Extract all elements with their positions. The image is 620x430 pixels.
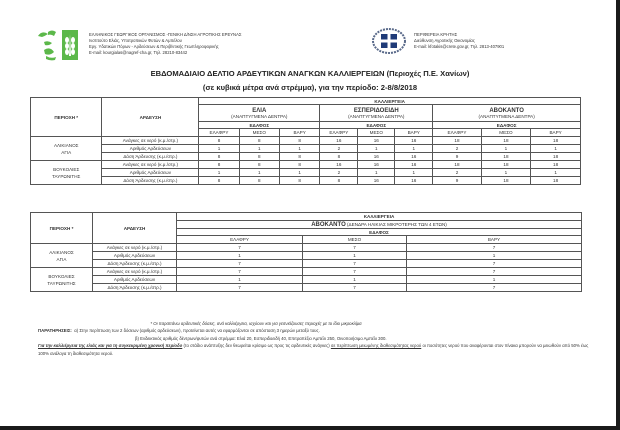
left-org-line-4: E-mail: kourgialas@nagref-cha.gr, Τηλ. 28210-83442 bbox=[89, 50, 188, 56]
value-cell: 7 bbox=[177, 268, 303, 276]
table-row bbox=[31, 260, 582, 268]
table-row bbox=[31, 244, 582, 252]
soil-light: ΕΛΑΦΡΥ bbox=[433, 129, 481, 137]
left-organization-text bbox=[89, 32, 241, 57]
soil-medium: ΜΕΣΟ bbox=[358, 129, 395, 137]
header-left bbox=[36, 26, 241, 62]
value-cell: 1 bbox=[303, 276, 407, 284]
value-cell: 7 bbox=[407, 268, 582, 276]
value-cell: 8 bbox=[279, 153, 319, 161]
value-cell: 9 bbox=[433, 153, 481, 161]
value-cell: 7 bbox=[303, 260, 407, 268]
value-cell: 1 bbox=[395, 145, 433, 153]
irrigation-metric-label: Δόση Άρδευσης (κ.μ./στρ.) bbox=[93, 260, 177, 268]
soil-light: ΕΛΑΦΡΥ bbox=[199, 129, 239, 137]
left-org-line-1: ΕΛΛΗΝΙΚΟΣ ΓΕΩΡΓΙΚΟΣ ΟΡΓΑΝΙΣΜΟΣ -ΓΕΝΙΚΗ Δ/ΝΣΗ ΑΓΡΟΤΙΚΗΣ ΕΡΕΥΝΑΣ bbox=[89, 31, 242, 37]
value-cell: 16 bbox=[395, 137, 433, 145]
region-name bbox=[31, 268, 93, 292]
value-cell: 18 bbox=[481, 153, 531, 161]
crop-name: ΑΒΟΚΑΝΤΟ bbox=[489, 107, 524, 114]
value-cell: 1 bbox=[358, 169, 395, 177]
crop-name: ΕΣΠΕΡΙΔΟΕΙΔΗ bbox=[353, 107, 399, 114]
soil-header: ΕΔΑΦΟΣ bbox=[320, 122, 433, 129]
table-row bbox=[31, 276, 582, 284]
table-row bbox=[31, 284, 582, 292]
value-cell: 1 bbox=[239, 169, 279, 177]
value-cell: 1 bbox=[531, 169, 581, 177]
value-cell: 16 bbox=[320, 137, 358, 145]
value-cell: 1 bbox=[407, 276, 582, 284]
table-row bbox=[31, 169, 581, 177]
value-cell: 1 bbox=[177, 276, 303, 284]
irrigation-metric-label: Αριθμός Αρδεύσεων bbox=[93, 252, 177, 260]
page-frame-right bbox=[616, 0, 620, 430]
greek-emblem-icon bbox=[372, 28, 406, 54]
value-cell: 1 bbox=[177, 252, 303, 260]
soil-header: ΕΔΑΦΟΣ bbox=[433, 122, 581, 129]
crop-name: ΑΒΟΚΑΝΤΟ bbox=[311, 221, 346, 228]
olive-note-bold: Για την καλλιέργεια της ελιάς και για τη συγκεκριμένη χρονική περίοδο bbox=[38, 343, 183, 349]
value-cell: 1 bbox=[395, 169, 433, 177]
document-subtitle: (σε κυβικά μέτρα ανά στρέμμα), για την περίοδο: 2-8/8/2018 bbox=[202, 83, 418, 92]
soil-medium: ΜΕΣΟ bbox=[481, 129, 531, 137]
value-cell: 18 bbox=[531, 161, 581, 169]
crop-subtitle: (ΑΝΑΠΤΥΓΜΕΝΑ ΔΕΝΤΡΑ) bbox=[478, 113, 535, 119]
table-row bbox=[31, 268, 582, 276]
value-cell: 18 bbox=[481, 177, 531, 185]
footnote: * Οι παραπάνω αρδευτικές δόσεις, ανά καλλιέργεια, ισχύουν και για γειτνιάζουσες περιοχές με το ίδιο μικροκλίμα bbox=[150, 321, 362, 326]
left-org-line-2: Ινστιτούτο Ελιάς, Υποτροπικών Φυτών & Αμπέλου bbox=[89, 37, 182, 43]
region-header: ΠΕΡΙΟΧΗ * bbox=[31, 213, 93, 244]
value-cell: 8 bbox=[320, 177, 358, 185]
value-cell: 7 bbox=[177, 244, 303, 252]
soil-header: ΕΔΑΦΟΣ bbox=[177, 229, 582, 236]
page-frame-bottom bbox=[0, 426, 620, 430]
value-cell: 8 bbox=[279, 177, 319, 185]
value-cell: 7 bbox=[303, 244, 407, 252]
header-right bbox=[372, 28, 504, 54]
value-cell: 2 bbox=[320, 145, 358, 153]
value-cell: 7 bbox=[303, 284, 407, 292]
value-cell: 18 bbox=[433, 137, 481, 145]
region-name-line-1: ΒΟΥΚΟΛΙΕΣ bbox=[53, 166, 80, 172]
value-cell: 18 bbox=[531, 137, 581, 145]
value-cell: 1 bbox=[407, 252, 582, 260]
soil-medium: ΜΕΣΟ bbox=[303, 236, 407, 244]
irrigation-metric-label: Αριθμός Αρδεύσεων bbox=[93, 276, 177, 284]
value-cell: 2 bbox=[433, 169, 481, 177]
table-row bbox=[31, 177, 581, 185]
irrigation-metric-label: Αριθμός Αρδεύσεων bbox=[102, 169, 199, 177]
value-cell: 16 bbox=[395, 177, 433, 185]
notes-section bbox=[38, 320, 598, 357]
crop-name: ΕΛΙΑ bbox=[252, 107, 267, 114]
table-row bbox=[31, 137, 581, 145]
region-name-line-1: ΑΛΙΚΙΑΝΟΣ bbox=[49, 249, 74, 255]
irrigation-metric-label: Ανάγκες σε νερό (κ.μ./στρ.) bbox=[93, 268, 177, 276]
right-org-line-1: ΠΕΡΙΦΕΡΕΙΑ ΚΡΗΤΗΣ bbox=[414, 31, 458, 37]
table-row bbox=[31, 161, 581, 169]
value-cell: 1 bbox=[358, 145, 395, 153]
table-row bbox=[31, 252, 582, 260]
soil-heavy: ΒΑΡΥ bbox=[531, 129, 581, 137]
value-cell: 18 bbox=[481, 161, 531, 169]
value-cell: 1 bbox=[279, 169, 319, 177]
table-row bbox=[31, 153, 581, 161]
crop-young-avocado-header bbox=[177, 221, 582, 229]
irrigation-metric-label: Ανάγκες σε νερό (κ.μ./στρ.) bbox=[102, 161, 199, 169]
crop-avocado-header bbox=[433, 105, 581, 122]
remark-a-line bbox=[38, 327, 598, 334]
region-name bbox=[31, 137, 102, 161]
region-name-line-2: ΑΓΙΑ bbox=[56, 256, 67, 262]
value-cell: 1 bbox=[481, 145, 531, 153]
crop-header: ΚΑΛΛΙΕΡΓΕΙΑ bbox=[177, 213, 582, 221]
irrigation-metric-label: Δόση Άρδευσης (κ.μ./στρ.) bbox=[102, 177, 199, 185]
value-cell: 1 bbox=[279, 145, 319, 153]
remark-b: β) Ενδεικτικός αριθμός δέντρων/φυτών ανά στρέμμα: Ελιά 20, Εσπεριδοειδή 40, Επιτραπέζιο Αμπέλι 250, Οινοποιήσιμο Αμπέλι 300. bbox=[135, 335, 387, 341]
value-cell: 18 bbox=[531, 177, 581, 185]
remark-a: α) Στην περίπτωση των 2 δόσεων (αριθμός αρδεύσεων), προτείνεται αυτές να εφαρμόζονται σε απόσταση 3 ημερών μεταξύ τους. bbox=[74, 328, 320, 334]
region-name bbox=[31, 244, 93, 268]
value-cell: 8 bbox=[279, 137, 319, 145]
value-cell: 1 bbox=[239, 145, 279, 153]
soil-heavy: ΒΑΡΥ bbox=[279, 129, 319, 137]
value-cell: 8 bbox=[239, 177, 279, 185]
value-cell: 8 bbox=[199, 153, 239, 161]
olive-note-rest: οι ποσότητες νερού που αναφέρονται στον πίνακα μπορούν να μειωθούν από 50% έως 100% ανάλογα τη διαθεσιμότητα νερού. bbox=[38, 343, 589, 356]
region-name-line-2: ΤΑΥΡΩΝΙΤΗΣ bbox=[47, 280, 76, 286]
remarks-label: ΠΑΡΑΤΗΡΗΣΕΙΣ: bbox=[38, 328, 72, 334]
value-cell: 2 bbox=[433, 145, 481, 153]
left-org-line-3: Εργ. Υδατικών Πόρων - Αρδεύσεων & Περιβ/ντικής Γεωπληροφορικής bbox=[89, 44, 219, 49]
value-cell: 7 bbox=[177, 284, 303, 292]
value-cell: 8 bbox=[279, 161, 319, 169]
soil-heavy: ΒΑΡΥ bbox=[395, 129, 433, 137]
region-header: ΠΕΡΙΟΧΗ * bbox=[31, 98, 102, 137]
irrigation-metric-label: Δόση Άρδευσης (κ.μ./στρ.) bbox=[93, 284, 177, 292]
value-cell: 16 bbox=[358, 161, 395, 169]
soil-header: ΕΔΑΦΟΣ bbox=[199, 122, 320, 129]
value-cell: 16 bbox=[358, 153, 395, 161]
olive-note-underlined: σε περίπτωση μειωμένης διαθεσιμότητας νερού bbox=[330, 343, 422, 349]
soil-medium: ΜΕΣΟ bbox=[239, 129, 279, 137]
value-cell: 2 bbox=[320, 169, 358, 177]
value-cell: 7 bbox=[407, 260, 582, 268]
value-cell: 8 bbox=[320, 153, 358, 161]
region-name bbox=[31, 161, 102, 185]
value-cell: 9 bbox=[433, 177, 481, 185]
value-cell: 16 bbox=[395, 153, 433, 161]
crop-subtitle: (ΔΕΝΔΡΑ ΗΛΙΚΙΑΣ ΜΙΚΡΟΤΕΡΗΣ ΤΩΝ 4 ΕΤΩΝ) bbox=[347, 221, 447, 227]
right-org-line-3: E-mail: kfotakis@crete.gov.gr, Τηλ. 2813-407901 bbox=[414, 44, 505, 50]
value-cell: 7 bbox=[303, 268, 407, 276]
region-name-line-2: ΑΓΙΑ bbox=[61, 149, 72, 155]
value-cell: 8 bbox=[199, 137, 239, 145]
crop-olive-header bbox=[199, 105, 320, 122]
value-cell: 18 bbox=[481, 137, 531, 145]
table-row bbox=[31, 145, 581, 153]
value-cell: 8 bbox=[199, 161, 239, 169]
right-organization-text bbox=[414, 32, 504, 51]
value-cell: 8 bbox=[239, 137, 279, 145]
value-cell: 1 bbox=[303, 252, 407, 260]
region-name-line-1: ΑΛΙΚΙΑΝΟΣ bbox=[53, 142, 79, 148]
value-cell: 16 bbox=[358, 137, 395, 145]
agricultural-organization-logo-icon bbox=[36, 26, 82, 62]
value-cell: 16 bbox=[395, 161, 433, 169]
value-cell: 8 bbox=[199, 177, 239, 185]
value-cell: 7 bbox=[407, 284, 582, 292]
irrigation-header: ΑΡΔΕΥΣΗ bbox=[102, 98, 199, 137]
region-name-line-2: ΤΑΥΡΩΝΙΤΗΣ bbox=[52, 173, 81, 179]
crop-subtitle: (ΑΝΑΠΤΥΓΜΕΝΑ ΔΕΝΤΡΑ) bbox=[231, 113, 288, 119]
irrigation-table-mature-trees bbox=[30, 97, 581, 185]
olive-note-paren: (το στάδιο ανάπτυξης δεν θεωρείται κρίσιμο ως προς τις αρδευτικές ανάγκες) bbox=[182, 343, 331, 349]
value-cell: 18 bbox=[531, 153, 581, 161]
crop-citrus-header bbox=[320, 105, 433, 122]
right-org-line-2: Διεύθυνση Αγροτικής Οικονομίας bbox=[414, 37, 475, 43]
irrigation-metric-label: Δόση Άρδευσης (κ.μ./στρ.) bbox=[102, 153, 199, 161]
value-cell: 1 bbox=[531, 145, 581, 153]
irrigation-metric-label: Ανάγκες σε νερό (κ.μ./στρ.) bbox=[102, 137, 199, 145]
crop-header: ΚΑΛΛΙΕΡΓΕΙΑ bbox=[199, 98, 581, 105]
value-cell: 1 bbox=[199, 169, 239, 177]
value-cell: 7 bbox=[177, 260, 303, 268]
value-cell: 1 bbox=[199, 145, 239, 153]
value-cell: 16 bbox=[358, 177, 395, 185]
value-cell: 16 bbox=[320, 161, 358, 169]
irrigation-table-young-avocado bbox=[30, 212, 582, 292]
olive-note bbox=[38, 342, 598, 357]
soil-heavy: ΒΑΡΥ bbox=[407, 236, 582, 244]
document-title: ΕΒΔΟΜΑΔΙΑΙΟ ΔΕΛΤΙΟ ΑΡΔΕΥΤΙΚΩΝ ΑΝΑΓΚΩΝ ΚΑΛΛΙΕΡΓΕΙΩΝ (Περιοχές Π.Ε. Χανίων) bbox=[150, 69, 470, 78]
irrigation-metric-label: Ανάγκες σε νερό (κ.μ./στρ.) bbox=[93, 244, 177, 252]
value-cell: 1 bbox=[481, 169, 531, 177]
value-cell: 7 bbox=[407, 244, 582, 252]
soil-light: ΕΛΑΦΡΥ bbox=[320, 129, 358, 137]
value-cell: 8 bbox=[239, 161, 279, 169]
value-cell: 18 bbox=[433, 161, 481, 169]
crop-subtitle: (ΑΝΑΠΤΥΓΜΕΝΑ ΔΕΝΤΡΑ) bbox=[348, 113, 405, 119]
value-cell: 8 bbox=[239, 153, 279, 161]
irrigation-metric-label: Αριθμός Αρδεύσεων bbox=[102, 145, 199, 153]
irrigation-header: ΑΡΔΕΥΣΗ bbox=[93, 213, 177, 244]
region-name-line-1: ΒΟΥΚΟΛΙΕΣ bbox=[48, 273, 75, 279]
soil-light: ΕΛΑΦΡΥ bbox=[177, 236, 303, 244]
